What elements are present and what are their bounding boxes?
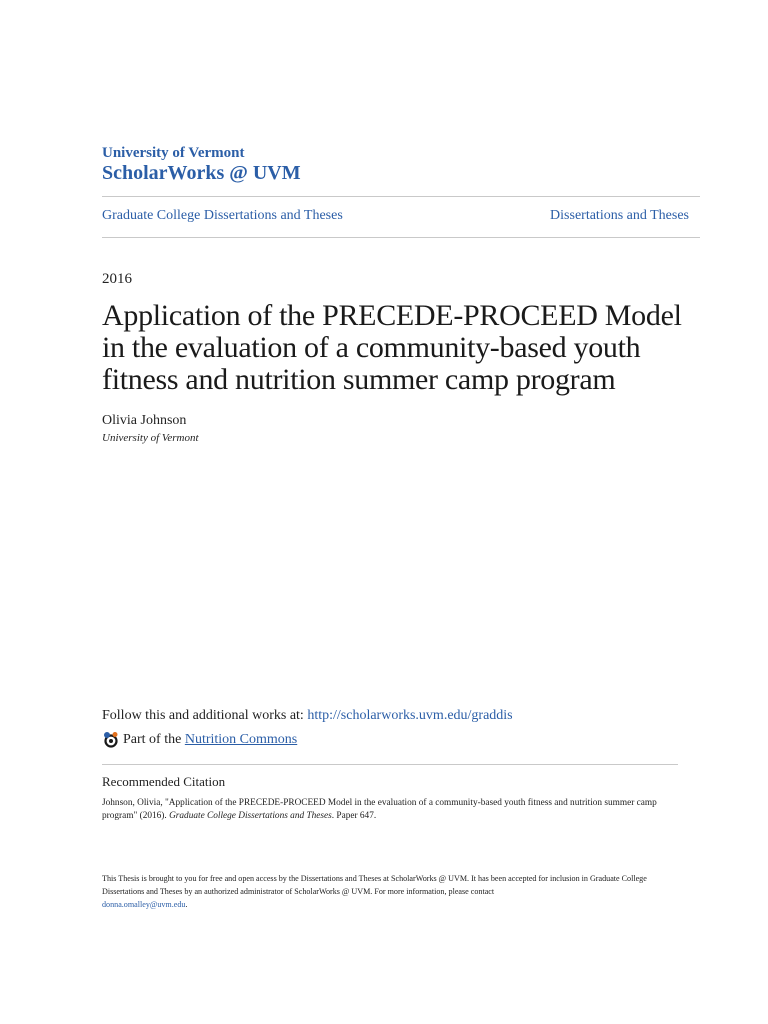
dissertations-series-link[interactable]: Dissertations and Theses (550, 208, 689, 223)
title-line-1: Application of the PRECEDE-PROCEED Model (102, 299, 682, 332)
institution-name: University of Vermont (102, 145, 245, 161)
citation-text (102, 797, 682, 823)
follow-label: Follow this and additional works at: (102, 708, 308, 723)
notice-text: This Thesis is brought to you for free and open access by the Dissertations and Theses at ScholarWorks @ UVM. It has been accepted for inclusion in Graduate College Dissertations and Theses by an authorized administrator of ScholarWorks @ UVM. For more information, please contact (102, 874, 647, 896)
graddis-url-link[interactable]: http://scholarworks.uvm.edu/graddis (307, 708, 513, 723)
citation-series: Graduate College Dissertations and Theses (169, 811, 332, 821)
paper-title (102, 300, 702, 396)
follow-line (102, 707, 513, 725)
citation-text-after: . Paper 647. (331, 811, 377, 821)
part-of-line (102, 731, 297, 749)
graduate-series-link[interactable]: Graduate College Dissertations and Theses (102, 208, 343, 223)
access-notice (102, 872, 682, 911)
contact-email-link[interactable]: donna.omalley@uvm.edu (102, 900, 186, 909)
title-line-3: fitness and nutrition summer camp program (102, 363, 616, 396)
repository-name: ScholarWorks @ UVM (102, 162, 301, 184)
citation-heading: Recommended Citation (102, 774, 226, 789)
part-of-label: Part of the (123, 732, 182, 747)
nutrition-commons-link[interactable]: Nutrition Commons (184, 732, 298, 747)
notice-end: . (185, 900, 188, 909)
citation-text-before: Johnson, Olivia, "Application of the PRECEDE-PROCEED Model in the evaluation of a community-based youth fitness and nutrition summer camp program" (2016). (102, 798, 657, 821)
network-icon (102, 731, 120, 749)
title-line-2: in the evaluation of a community-based youth (102, 331, 641, 364)
publication-year: 2016 (102, 271, 132, 287)
author-name: Olivia Johnson (102, 413, 187, 428)
author-affiliation: University of Vermont (102, 432, 199, 444)
citation-divider (102, 764, 678, 765)
series-divider (102, 237, 700, 238)
top-divider (102, 196, 700, 197)
